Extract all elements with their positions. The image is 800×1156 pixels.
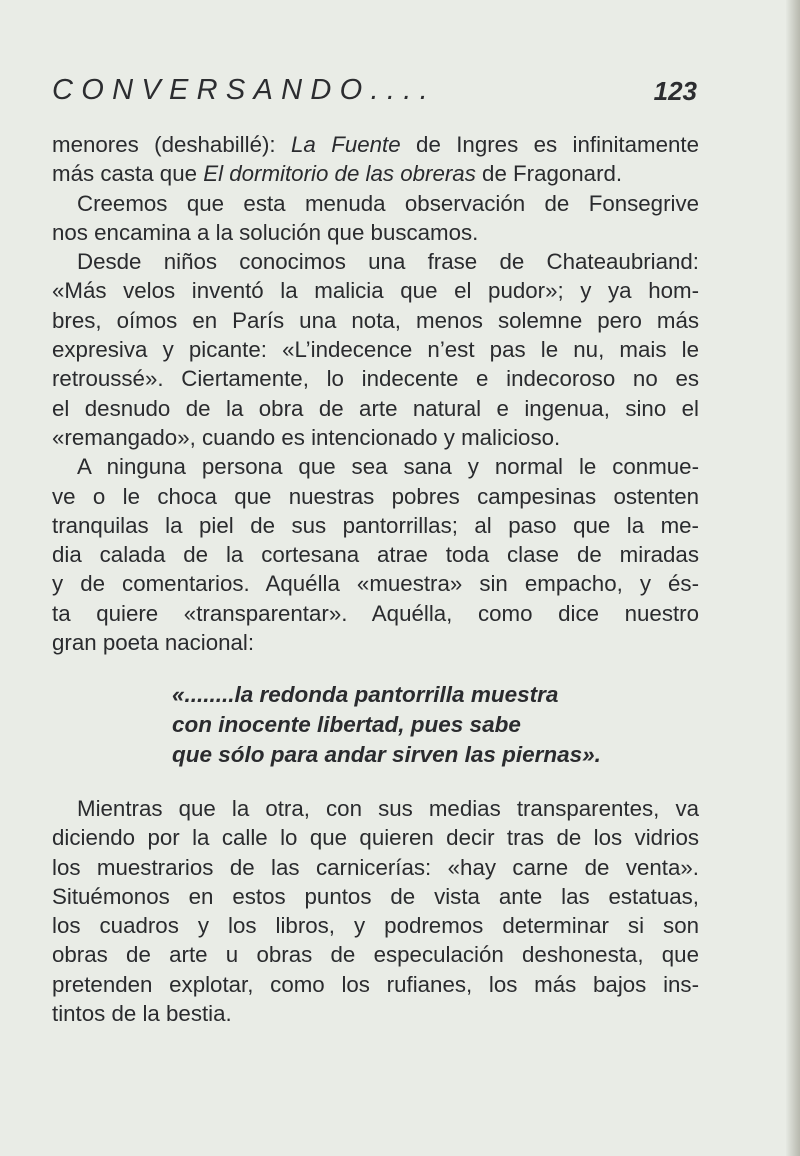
page-edge [786, 0, 800, 1156]
running-title: CONVERSANDO.... [52, 74, 436, 106]
text-run: menores (deshabillé): [52, 132, 292, 157]
text-line: Desde niños conocimos una frase de Chateaubriand: [77, 249, 699, 275]
text-line: expresiva y picante: «L’indecence n’est pas le nu, mais le [52, 337, 699, 363]
text-line: tranquilas la piel de sus pantorrillas; al paso que la me- [52, 512, 699, 538]
text-line: ve o le choca que nuestras pobres campesinas ostenten [52, 483, 699, 509]
text-line: retroussé». Ciertamente, lo indecente e indecoroso no es [52, 366, 699, 392]
text-run: de Fragonard. [475, 161, 623, 187]
text-line: dia calada de la cortesana atrae toda clase de miradas [52, 542, 699, 568]
body-text-bottom [52, 794, 699, 1028]
verse-line: «........la redonda pantorrilla muestra [172, 682, 559, 707]
text-line: Creemos que esta menuda observación de Fonsegrive [77, 190, 699, 216]
text-line: «remangado», cuando es intencionado y malicioso. [52, 424, 561, 450]
text-line: bres, oímos en París una nota, menos solemne pero más [52, 307, 699, 333]
text-line: Situémonos en estos puntos de vista ante las estatuas, [52, 883, 699, 909]
verse-line: con inocente libertad, pues sabe [172, 712, 521, 737]
text-line: «Más velos inventó la malicia que el pudor»; y ya hom- [52, 278, 699, 304]
text-line: Mientras que la otra, con sus medias transparentes, va [77, 796, 699, 821]
text-line: los muestrarios de las carnicerías: «hay carne de venta». [52, 854, 699, 880]
text-line: los cuadros y los libros, y podremos determinar si son [52, 913, 699, 939]
text-line: el desnudo de la obra de arte natural e ingenua, sino el [52, 395, 699, 421]
text-line: obras de arte u obras de especulación deshonesta, que [52, 942, 699, 968]
text-line: nos encamina a la solución que buscamos. [52, 219, 479, 245]
text-line: diciendo por la calle lo que quieren decir tras de los vidrios [52, 825, 699, 851]
page-header [52, 74, 697, 114]
text-run: de Ingres es infinitamente [400, 132, 699, 157]
text-line: ta quiere «transparentar». Aquélla, como dice nuestro [52, 600, 699, 626]
text-run: más casta que [52, 161, 204, 187]
verse-quote [172, 680, 642, 770]
text-line: y de comentarios. Aquélla «muestra» sin empacho, y és- [52, 571, 699, 597]
text-line: tintos de la bestia. [52, 1001, 232, 1027]
text-line: pretenden explotar, como los rufianes, los más bajos ins- [52, 971, 699, 997]
italic-title: La Fuente [291, 132, 401, 157]
text-line [52, 130, 699, 159]
text-line: A ninguna persona que sea sana y normal le conmue- [77, 454, 699, 480]
body-text-top [52, 130, 699, 657]
italic-title: El dormitorio de las obreras [203, 161, 476, 187]
text-line: gran poeta nacional: [52, 630, 255, 656]
verse-line: que sólo para andar sirven las piernas». [172, 742, 601, 767]
page-number: 123 [653, 76, 697, 106]
text-line [52, 159, 699, 188]
